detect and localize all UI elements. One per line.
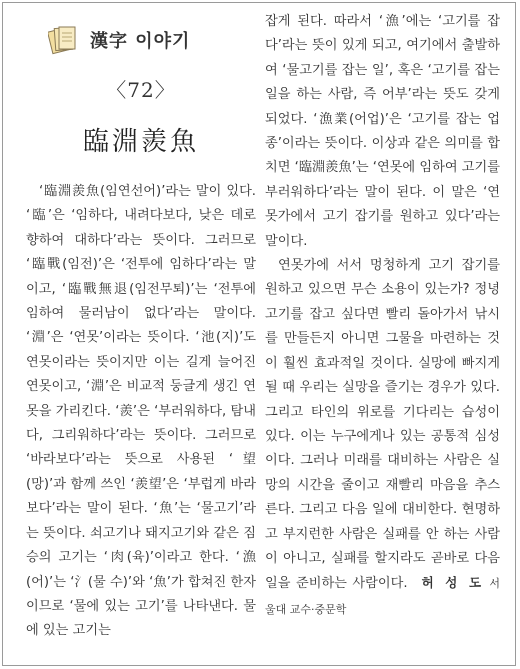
column-header [48, 20, 256, 60]
column-title: 漢字 이야기 [90, 31, 191, 52]
right-column [265, 10, 500, 622]
issue-number: 〈72〉 [106, 78, 176, 102]
right-body-paragraph-2-text: 연못가에 서서 멍청하게 고기 잡기를 원하고 있으면 무슨 소용이 있는가? 정녕 고기를 잡고 싶다면 빨리 돌아가서 낚시를 만들든지 아니면 그물을 마련하는 것이 훨씬 효과적일 것이다. 실망에 빠지게 될 때 우리는 실망을 즐기는 경우가 있다. 그리고 타인의 위로를 기다리는 습성이 있다. 이는 누구에게나 있는 공통적 심성이다. 그러나 미래를 대비하는 사람은 실망의 시간을 줄이고 재빨리 마음을 추스른다. 그리고 다음 일에 대비한다. 현명하고 부지런한 사람은 실패를 안 하는 사람이 아니고, 실패를 할지라도 곧바로 다음 일을 준비하는 사람이다. [265, 258, 500, 592]
left-body-text: ‘臨淵羨魚(임연선어)’라는 말이 있다. ‘臨’은 ‘임하다, 내려다보다, 낮은 데로 향하여 대하다’라는 뜻이다. 그러므로 ‘臨戰(임전)’은 ‘전투에 임하다’라는 말이고, ‘臨戰無退(임전무퇴)’는 ‘전투에 임하여 물러남이 없다’라는 말이다. ‘淵’은 ‘연못’이라는 뜻이다. ‘池(지)’도 연못이라는 뜻이지만 이는 길게 늘어진 연못이고, ‘淵’은 비교적 둥글게 생긴 연못을 가리킨다. ‘羨’은 ‘부러워하다, 탐내다, 그리워하다’라는 뜻이다. 그러므로 ‘바라보다’라는 뜻으로 사용된 ‘望(망)’과 함께 쓰인 ‘羨望’은 ‘부럽게 바라보다’라는 말이 된다. ‘魚’는 ‘물고기’라는 뜻이다. 쇠고기나 돼지고기와 같은 짐승의 고기는 ‘肉(육)’이라고 한다. ‘漁(어)’는 ‘氵(물 수)’와 ‘魚’가 합쳐진 한자이므로 ‘물에 있는 고기’를 나타낸다. 물에 있는 고기는 [26, 184, 256, 639]
author-affiliation: 서울대 교수·중문학 [265, 577, 501, 616]
article-headline: 臨淵羨魚 [82, 127, 199, 157]
stacked-books-icon [48, 24, 78, 56]
right-body-paragraph-1: 잡게 된다. 따라서 ‘漁’에는 ‘고기를 잡다’라는 뜻이 있게 되고, 여기에서 출발하여 ‘물고기를 잡는 일’, 혹은 ‘고기를 잡는 일을 하는 사람, 즉 어부’라는 뜻도 갖게 되었다. ‘漁業(어업)’은 ‘고기를 잡는 업종’이라는 뜻이다. 이상과 같은 의미를 합치면 ‘臨淵羨魚’는 ‘연못에 임하여 고기를 부러워하다’라는 말이 된다. 이 말은 ‘연못가에서 고기 잡기를 원하고 있다’라는 말이다. [265, 14, 500, 249]
right-body-paragraph-2 [265, 254, 500, 622]
author-name: 허 성 도 [421, 575, 485, 591]
left-column [26, 14, 256, 644]
